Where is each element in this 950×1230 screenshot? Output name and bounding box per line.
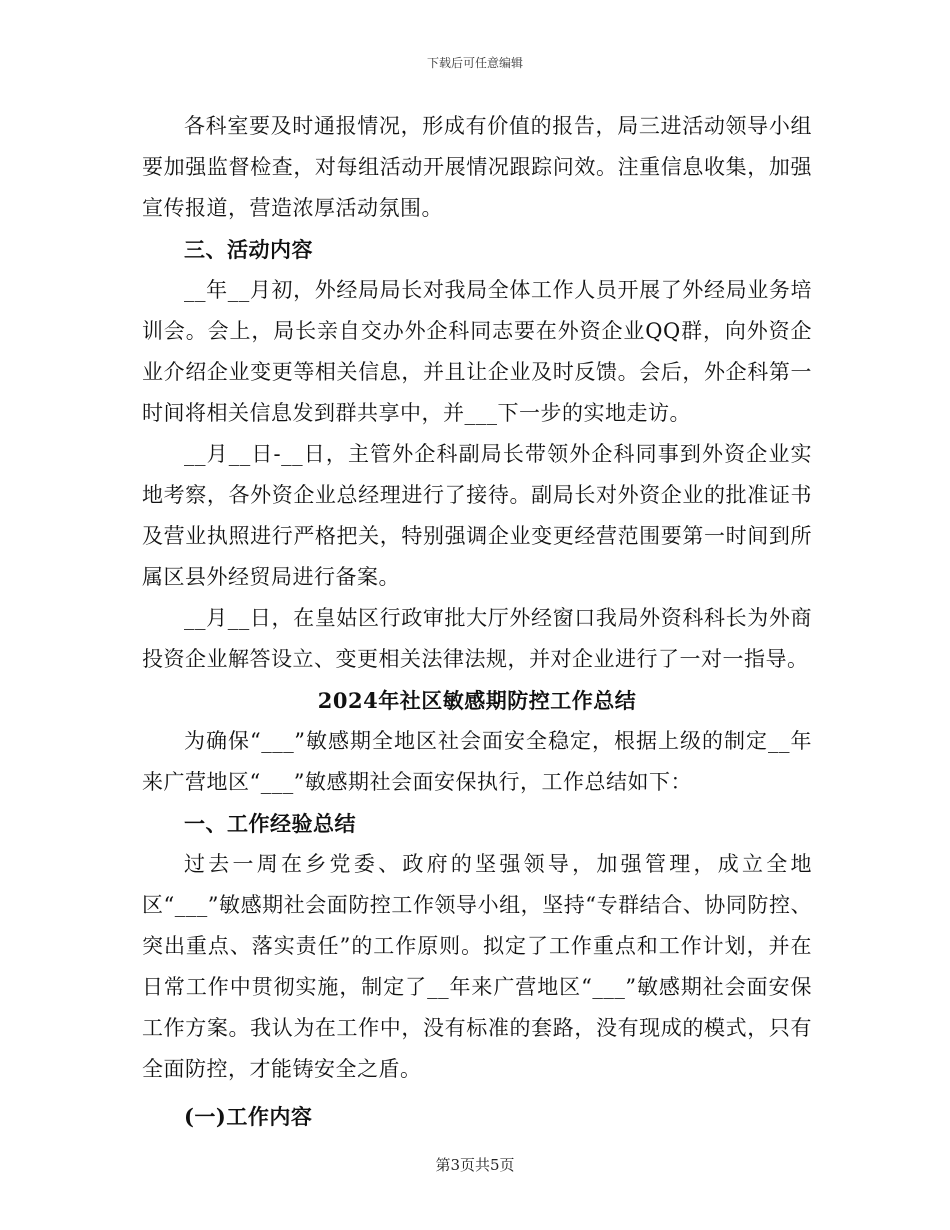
paragraph-experience-summary: 过去一周在乡党委、政府的坚强领导，加强管理，成立全地区“___”敏感期社会面防控工作领导小组，坚持“专群结合、协同防控、突出重点、落实责任”的工作原则。拟定了工作重点和工作计划，并在日常工作中贯彻实施，制定了__年来广营地区“___”敏感期社会面安保工作方案。我认为在工作中，没有标准的套路，没有现成的模式，只有全面防控，才能铸安全之盾。 — [142, 852, 812, 1081]
paragraph-field-inspection: __月__日-__日，主管外企科副局长带领外企科同事到外资企业实地考察，各外资企业总经理进行了接待。副局长对外资企业的批准证书及营业执照进行严格把关，特别强调企业变更经营范围要第一时间到所属区县外经贸局进行备案。 — [142, 442, 812, 589]
document-title: 2024年社区敏感期防控工作总结 — [317, 688, 637, 713]
header-note: 下载后可任意编辑 — [426, 56, 523, 70]
section-heading-activity-content: 三、活动内容 — [184, 237, 313, 262]
section-heading-experience: 一、工作经验总结 — [184, 811, 356, 836]
document-body — [142, 106, 812, 1137]
subsection-heading-work-content: (一)工作内容 — [184, 1104, 313, 1129]
page-footer: 第3页共5页 — [435, 1156, 515, 1174]
paragraph-consultation: __月__日，在皇姑区行政审批大厅外经窗口我局外资科科长为外商投资企业解答设立、变更相关法律法规，并对企业进行了一对一指导。 — [142, 606, 812, 671]
paragraph-report-supervision: 各科室要及时通报情况，形成有价值的报告，局三进活动领导小组要加强监督检查，对每组活动开展情况跟踪问效。注重信息收集，加强宣传报道，营造浓厚活动氛围。 — [142, 114, 812, 220]
paragraph-intro: 为确保“___”敏感期全地区社会面安全稳定，根据上级的制定__年来广营地区“___”敏感期社会面安保执行，工作总结如下： — [142, 729, 812, 794]
paragraph-training-meeting: __年__月初，外经局局长对我局全体工作人员开展了外经局业务培训会。会上，局长亲自交办外企科同志要在外资企业QQ群，向外资企业介绍企业变更等相关信息，并且让企业及时反馈。会后，外企科第一时间将相关信息发到群共享中，并___下一步的实地走访。 — [142, 278, 812, 425]
